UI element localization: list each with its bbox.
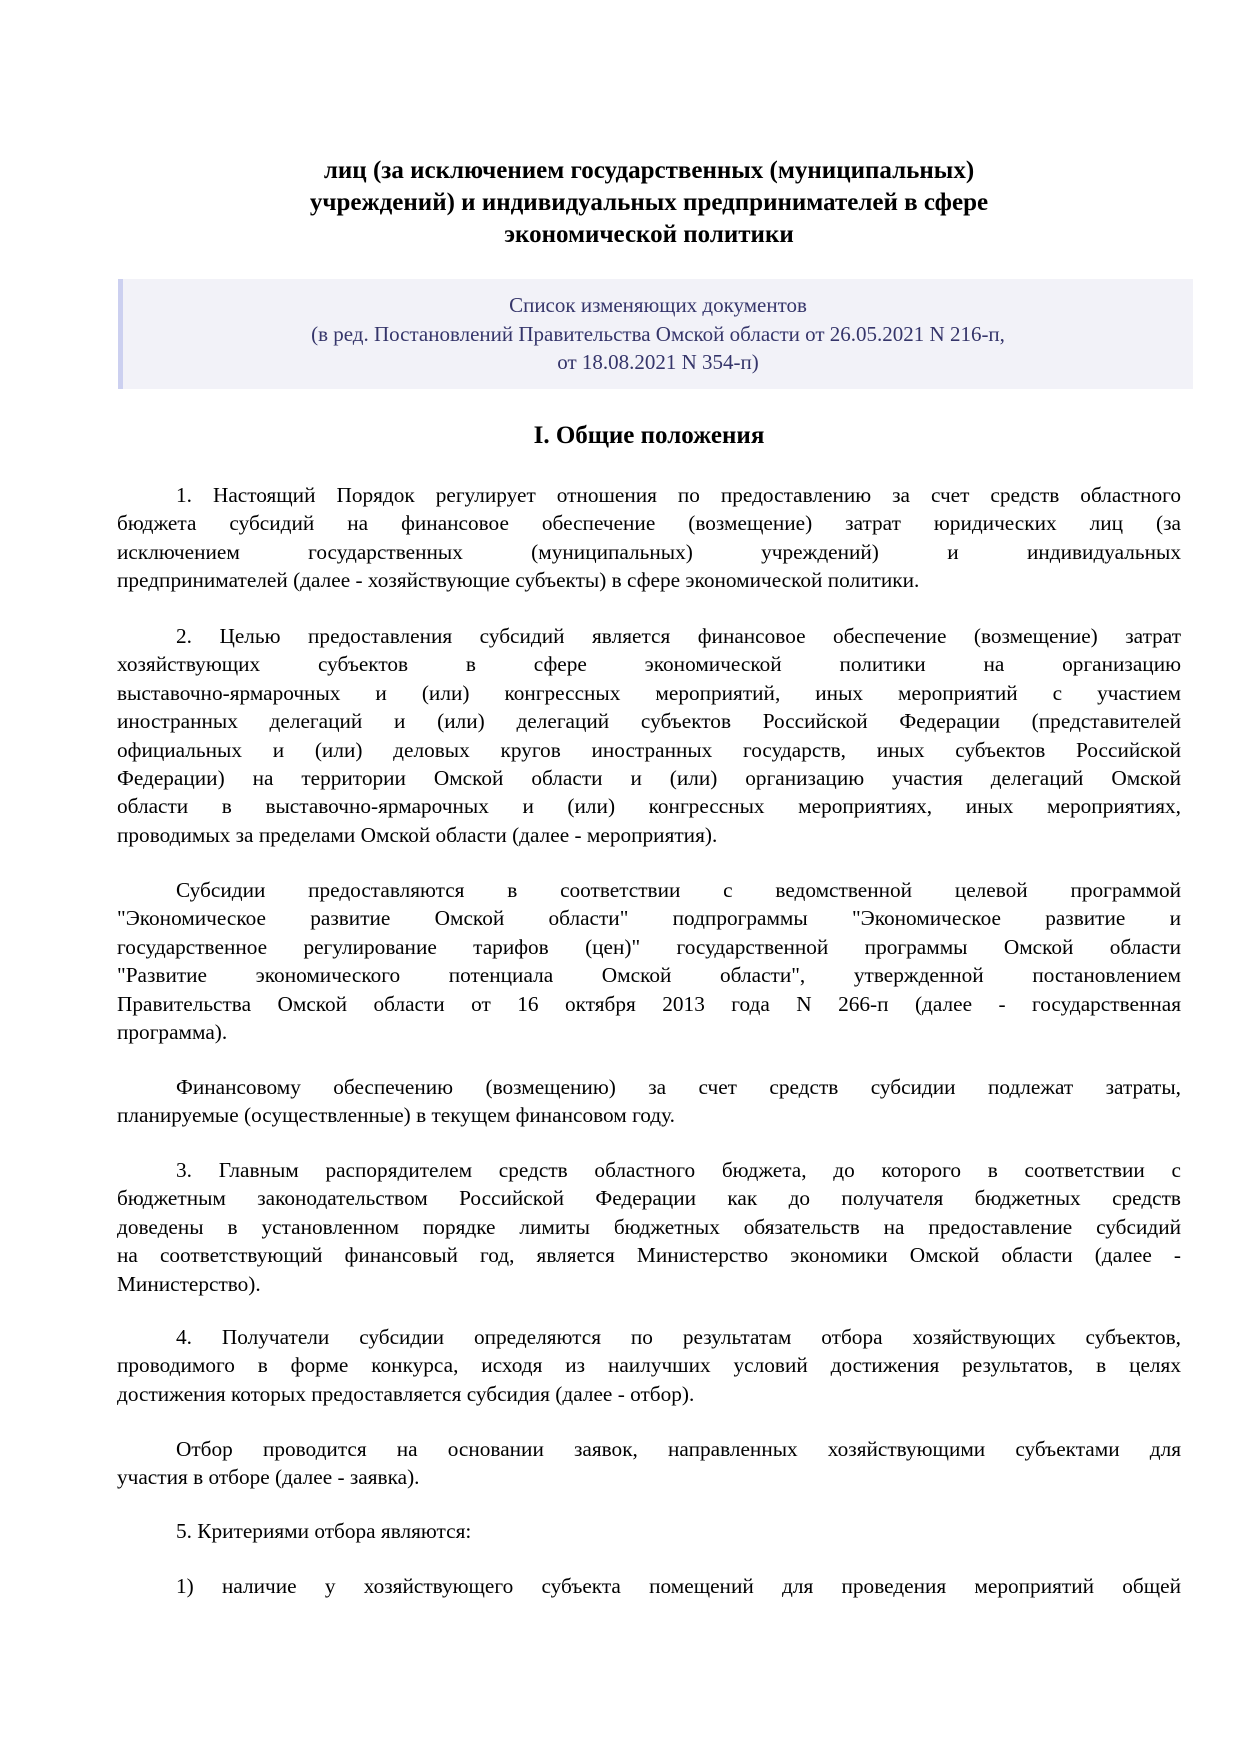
- paragraph-line: Правительства Омской области от 16 октября 2013 года N 266-п (далее - государственная: [117, 991, 1181, 1016]
- paragraph-line: на соответствующий финансовый год, является Министерство экономики Омской области (далее -: [117, 1243, 1181, 1268]
- title-line: экономической политики: [504, 221, 794, 248]
- paragraph-line: 3. Главным распорядителем средств областного бюджета, до которого в соответствии с: [176, 1158, 1181, 1182]
- paragraph-line: 4. Получатели субсидии определяются по результатам отбора хозяйствующих субъектов,: [176, 1325, 1181, 1349]
- paragraph-line: 1. Настоящий Порядок регулирует отношения по предоставлению за счет средств областного: [176, 483, 1181, 507]
- paragraph-line: государственное регулирование тарифов (цен)" государственной программы Омской области: [117, 934, 1181, 959]
- amending-documents-line: (в ред. Постановлений Правительства Омской области от 26.05.2021 N 216-п,: [311, 321, 1005, 346]
- paragraph-line: Субсидии предоставляются в соответствии с ведомственной целевой программой: [176, 878, 1181, 902]
- paragraph-line: бюджета субсидий на финансовое обеспечение (возмещение) затрат юридических лиц (за: [117, 511, 1181, 536]
- paragraph-line: иностранных делегаций и (или) делегаций субъектов Российской Федерации (представителей: [117, 709, 1181, 734]
- paragraph: [117, 1517, 1181, 1545]
- document-title: [117, 155, 1181, 251]
- paragraph-line: Министерство).: [117, 1271, 261, 1296]
- section-heading: I. Общие положения: [533, 422, 765, 449]
- paragraph-line: официальных и (или) деловых кругов иностранных государств, иных субъектов Российской: [117, 737, 1181, 762]
- paragraph-line: предпринимателей (далее - хозяйствующие субъекты) в сфере экономической политики.: [117, 568, 920, 593]
- paragraph: [117, 622, 1181, 849]
- paragraph-line: программа).: [117, 1019, 228, 1044]
- title-line: учреждений) и индивидуальных предпринимателей в сфере: [309, 189, 989, 216]
- paragraph: [117, 1435, 1181, 1492]
- amending-documents-caption: Список изменяющих документов: [509, 293, 807, 317]
- paragraph-line: "Развитие экономического потенциала Омской области", утвержденной постановлением: [117, 963, 1181, 988]
- paragraph-line: бюджетным законодательством Российской Федерации как до получателя бюджетных средств: [117, 1186, 1181, 1211]
- paragraph: [117, 1156, 1181, 1298]
- paragraph-line: исключением государственных (муниципальных) учреждений) и индивидуальных: [117, 539, 1181, 564]
- paragraph: [117, 1323, 1181, 1408]
- paragraph-line: выставочно-ярмарочных и (или) конгрессных мероприятий, иных мероприятий с участием: [117, 680, 1181, 705]
- paragraph-line: 2. Целью предоставления субсидий является финансовое обеспечение (возмещение) затрат: [176, 624, 1181, 648]
- paragraph-line: участия в отборе (далее - заявка).: [117, 1465, 420, 1490]
- paragraph-line: планируемые (осуществленные) в текущем финансовом году.: [117, 1103, 675, 1128]
- amending-documents-box: [118, 279, 1193, 389]
- paragraph-line: проводимых за пределами Омской области (далее - мероприятия).: [117, 822, 718, 847]
- paragraph-line: Отбор проводится на основании заявок, направленных хозяйствующими субъектами для: [176, 1437, 1181, 1461]
- paragraph: [117, 876, 1181, 1046]
- paragraph-line: доведены в установленном порядке лимиты бюджетных обязательств на предоставление субсидий: [117, 1214, 1181, 1239]
- paragraph-line: достижения которых предоставляется субсидия (далее - отбор).: [117, 1381, 695, 1406]
- amending-documents-line: от 18.08.2021 N 354-п): [557, 350, 759, 374]
- title-line: лиц (за исключением государственных (муниципальных): [323, 157, 975, 184]
- paragraph: [117, 1073, 1181, 1130]
- paragraph: [117, 1572, 1181, 1600]
- paragraph-line: 5. Критериями отбора являются:: [176, 1519, 472, 1543]
- paragraph-line: Финансовому обеспечению (возмещению) за счет средств субсидии подлежат затраты,: [176, 1075, 1181, 1099]
- paragraph-line: "Экономическое развитие Омской области" подпрограммы "Экономическое развитие и: [117, 906, 1181, 931]
- paragraph-line: области в выставочно-ярмарочных и (или) конгрессных мероприятиях, иных мероприятиях,: [117, 794, 1181, 819]
- paragraph-line: хозяйствующих субъектов в сфере экономической политики на организацию: [117, 652, 1181, 677]
- paragraph-line: проводимого в форме конкурса, исходя из наилучших условий достижения результатов, в целях: [117, 1353, 1181, 1378]
- paragraph-line: Федерации) на территории Омской области и (или) организацию участия делегаций Омской: [117, 765, 1181, 790]
- paragraph: [117, 481, 1181, 595]
- paragraph-line: 1) наличие у хозяйствующего субъекта помещений для проведения мероприятий общей: [176, 1574, 1181, 1598]
